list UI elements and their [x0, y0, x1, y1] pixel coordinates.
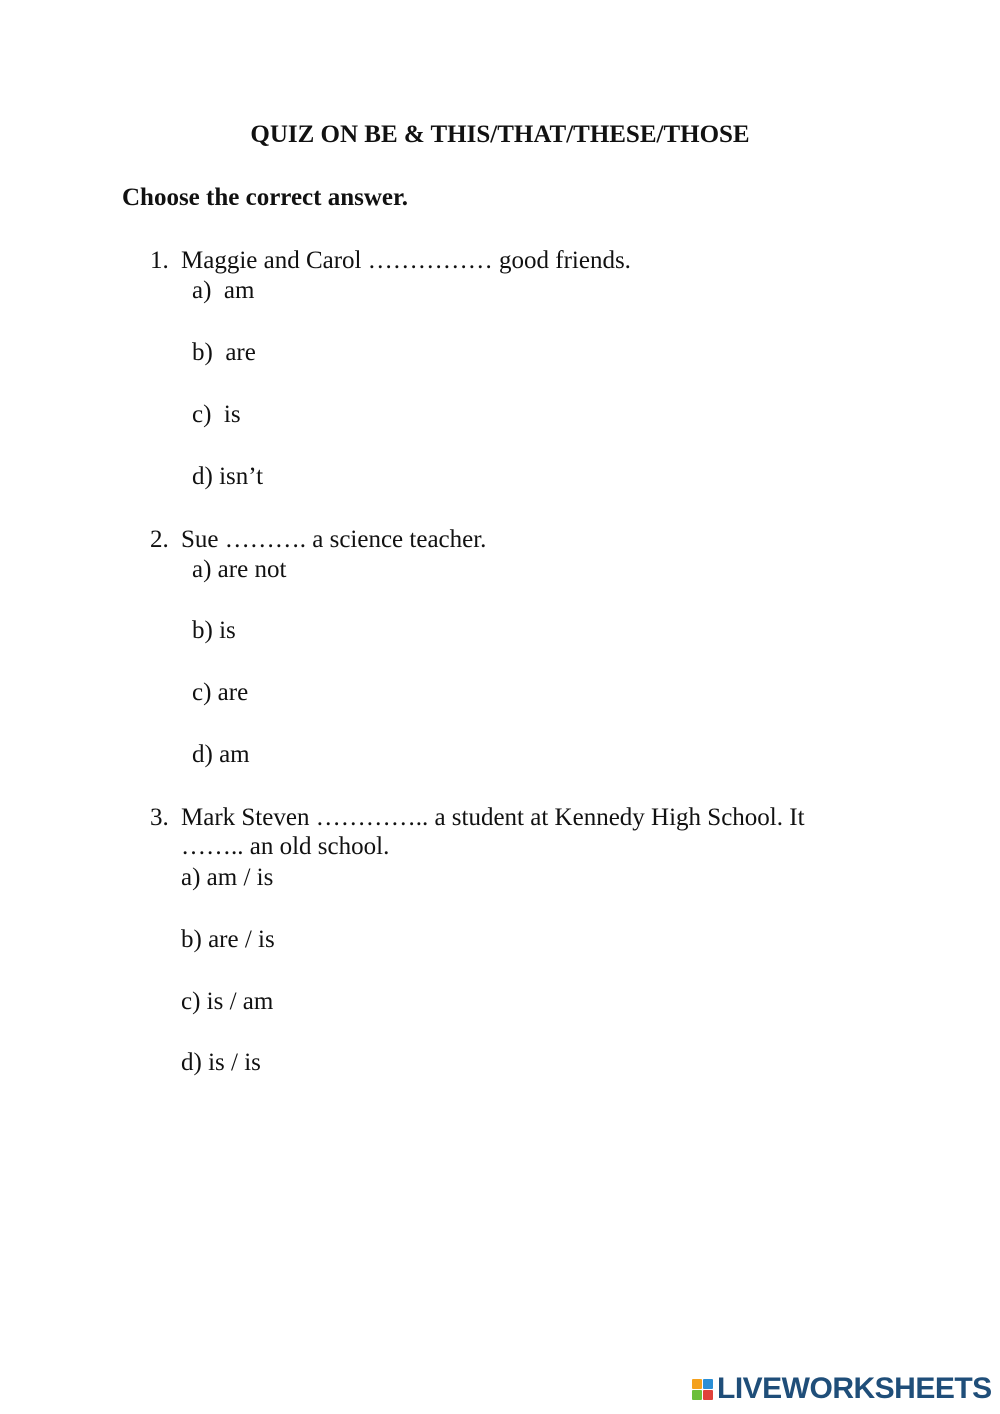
q2-option-b[interactable]: b) is	[192, 617, 236, 644]
q3-option-a[interactable]: a) am / is	[181, 864, 274, 891]
question-text: Sue ………. a science teacher.	[181, 526, 487, 553]
q1-option-b[interactable]: b) are	[192, 339, 256, 366]
q1-option-a[interactable]: a) am	[192, 277, 255, 304]
question-3	[150, 802, 805, 833]
logo-block	[703, 1379, 713, 1389]
q3-option-c[interactable]: c) is / am	[181, 988, 274, 1015]
worksheet-title: QUIZ ON BE & THIS/THAT/THESE/THOSE	[250, 121, 750, 148]
question-number: 1.	[150, 247, 169, 274]
q2-option-d[interactable]: d) am	[192, 741, 250, 768]
logo-wordmark: LIVEWORKSHEETS	[717, 1372, 992, 1405]
q2-option-c[interactable]: c) are	[192, 679, 249, 706]
q2-option-a[interactable]: a) are not	[192, 556, 287, 583]
question-text: Mark Steven ………….. a student at Kennedy High School. It	[181, 804, 805, 831]
q3-option-d[interactable]: d) is / is	[181, 1049, 261, 1076]
logo-blocks-icon	[692, 1379, 713, 1400]
question-number: 3.	[150, 804, 169, 831]
q1-option-c[interactable]: c) is	[192, 401, 241, 428]
question-3-continued: …….. an old school.	[181, 833, 390, 860]
logo-block	[692, 1390, 702, 1400]
liveworksheets-logo	[692, 1374, 992, 1404]
question-1	[150, 245, 631, 276]
question-number: 2.	[150, 526, 169, 553]
logo-block	[703, 1390, 713, 1400]
q3-option-b[interactable]: b) are / is	[181, 926, 275, 953]
question-2	[150, 524, 486, 555]
logo-block	[692, 1379, 702, 1389]
instruction-text: Choose the correct answer.	[122, 184, 409, 211]
question-text: Maggie and Carol …………… good friends.	[181, 247, 631, 274]
q1-option-d[interactable]: d) isn’t	[192, 463, 264, 490]
